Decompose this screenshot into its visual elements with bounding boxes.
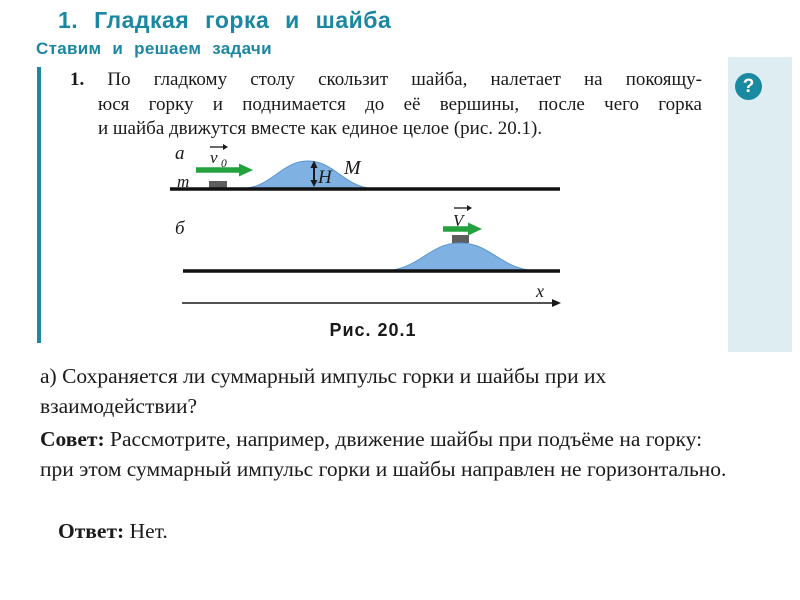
problem-number: 1.	[70, 69, 85, 90]
answer-label: Ответ:	[58, 519, 125, 543]
page-subtitle: Ставим и решаем задачи	[36, 39, 272, 58]
figure-part-b-label: б	[175, 218, 185, 239]
V-label: V	[453, 211, 464, 230]
problem-line: и шайба движутся вместе как единое целое (рис. 20.1).	[98, 118, 543, 139]
v0-label: v	[210, 148, 218, 167]
hill-b	[388, 243, 533, 271]
figure-caption: Рис. 20.1	[329, 320, 417, 340]
x-axis-label: x	[536, 281, 544, 301]
help-panel	[728, 57, 792, 352]
answer	[58, 516, 658, 546]
figure-part-a-label: а	[175, 143, 185, 164]
problem-accent-bar	[37, 67, 41, 343]
mass-m-label: m	[177, 172, 190, 191]
height-H-label: H	[318, 167, 332, 188]
advice	[40, 424, 734, 484]
page-title: 1. Гладкая горка и шайба	[58, 7, 392, 33]
V-arrow-head	[468, 223, 482, 236]
v0-arrow-head	[239, 164, 253, 177]
question-a: а) Сохраняется ли суммарный импульс горки и шайбы при их взаимодействии?	[40, 364, 607, 418]
v0-subscript: 0	[221, 158, 227, 170]
problem-line	[70, 68, 702, 93]
advice-text: Рассмотрите, например, движение шайбы при подъёме на горку: при этом суммарный импульс горки и шайбы направлен не горизонтально.	[40, 427, 727, 481]
V-vector-bar-head	[467, 205, 472, 211]
advice-label: Совет:	[40, 427, 105, 451]
figure-20-1	[165, 135, 575, 345]
answer-text: Нет.	[124, 519, 168, 543]
problem-text	[70, 68, 702, 142]
mass-M-label: M	[344, 157, 361, 179]
v0-vector-bar-head	[223, 144, 228, 150]
puck-b	[452, 235, 469, 243]
problem-line: юся горку и поднимается до её вершины, после чего горка	[98, 93, 702, 115]
x-axis-arrow-head	[552, 299, 561, 307]
problem-line-text: По гладкому столу скользит шайба, налетает на покоящу-	[107, 69, 703, 90]
help-icon[interactable]: ?	[735, 73, 762, 100]
